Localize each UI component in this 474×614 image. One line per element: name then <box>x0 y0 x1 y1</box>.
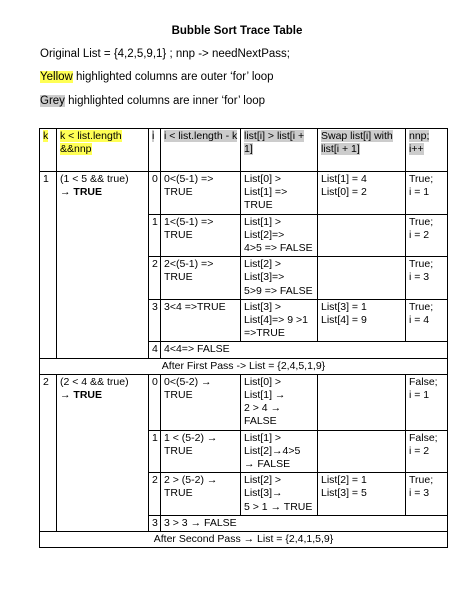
pass1-row0-nnp: True; i = 1 <box>406 172 448 215</box>
pass1-row2-i-condition: 2<(5-1) => TRUE <box>161 257 241 300</box>
header-k-condition: k < list.length &&nnp <box>57 129 149 172</box>
pass-summary-row <box>40 532 448 548</box>
pass1-row1-i: 1 <box>149 214 161 257</box>
page-title: Bubble Sort Trace Table <box>171 25 303 37</box>
pass2-row3-i: 3 <box>149 515 161 531</box>
pass2-row1-i-condition: 1 < (5-2) → TRUE <box>161 430 241 473</box>
pass2-row2-compare: List[2] > List[3]→ 5 > 1 → TRUE <box>241 473 318 516</box>
yellow-legend-text: highlighted columns are outer ‘for’ loop <box>72 71 274 83</box>
pass2-row2-nnp: True; i = 3 <box>406 473 448 516</box>
pass1-row3-swap: List[3] = 1 List[4] = 9 <box>318 299 406 342</box>
pass-summary-row <box>40 358 448 374</box>
pass2-row2-i-condition: 2 > (5-2) → TRUE <box>161 473 241 516</box>
pass2-row0-i: 0 <box>149 374 161 430</box>
pass2-row1-swap <box>318 430 406 473</box>
header-swap: Swap list[i] with list[i + 1] <box>318 129 406 172</box>
pass2-row1-i: 1 <box>149 430 161 473</box>
header-k: k <box>40 129 57 172</box>
pass1-row1-nnp: True; i = 2 <box>406 214 448 257</box>
pass2-k-condition: (2 < 4 && true) → TRUE <box>57 374 149 531</box>
pass2-row2-i: 2 <box>149 473 161 516</box>
grey-legend-line <box>40 94 265 108</box>
header-nnp: nnp; i++ <box>406 129 448 172</box>
table-row <box>40 172 448 215</box>
yellow-legend-line <box>40 70 274 84</box>
pass1-row0-swap: List[1] = 4 List[0] = 2 <box>318 172 406 215</box>
table-row <box>40 374 448 430</box>
pass1-k: 1 <box>40 172 57 359</box>
pass1-row3-compare: List[3] > List[4]=> 9 >1 =>TRUE <box>241 299 318 342</box>
pass1-row0-i: 0 <box>149 172 161 215</box>
pass1-row0-compare: List[0] > List[1] => TRUE <box>241 172 318 215</box>
table-header-row <box>40 129 448 172</box>
pass2-row0-i-condition: 0<(5-2) → TRUE <box>161 374 241 430</box>
grey-legend-text: highlighted columns are inner ‘for’ loop <box>64 95 266 107</box>
pass1-row2-i: 2 <box>149 257 161 300</box>
pass2-row3-i-condition: 3 > 3 → FALSE <box>161 515 448 531</box>
pass1-row2-nnp: True; i = 3 <box>406 257 448 300</box>
pass1-row3-i: 3 <box>149 299 161 342</box>
pass2-row1-nnp: False; i = 2 <box>406 430 448 473</box>
grey-highlight-word: Grey <box>40 95 65 107</box>
pass2-row0-nnp: False; i = 1 <box>406 374 448 430</box>
pass2-row0-swap <box>318 374 406 430</box>
pass1-row1-compare: List[1] > List[2]=> 4>5 => FALSE <box>241 214 318 257</box>
pass1-row0-i-condition: 0<(5-1) => TRUE <box>161 172 241 215</box>
pass1-row3-i-condition: 3<4 =>TRUE <box>161 299 241 342</box>
pass2-summary: After Second Pass → List = {2,4,1,5,9} <box>40 532 448 548</box>
pass1-summary: After First Pass -> List = {2,4,5,1,9} <box>40 358 448 374</box>
header-compare: list[i] > list[i + 1] <box>241 129 318 172</box>
trace-table <box>39 128 448 548</box>
original-list-line: Original List = {4,2,5,9,1} ; nnp -> needNextPass; <box>40 48 290 60</box>
pass1-row1-swap <box>318 214 406 257</box>
pass1-row3-nnp: True; i = 4 <box>406 299 448 342</box>
pass2-row0-compare: List[0] > List[1] → 2 > 4 → FALSE <box>241 374 318 430</box>
yellow-highlight-word: Yellow <box>40 71 73 83</box>
pass1-row2-swap <box>318 257 406 300</box>
pass1-k-condition: (1 < 5 && true) → TRUE <box>57 172 149 359</box>
pass1-row4-i: 4 <box>149 342 161 358</box>
header-i-condition: i < list.length - k <box>161 129 241 172</box>
pass2-row2-swap: List[2] = 1 List[3] = 5 <box>318 473 406 516</box>
header-i: i <box>149 129 161 172</box>
pass1-row2-compare: List[2] > List[3]=> 5>9 => FALSE <box>241 257 318 300</box>
pass1-row4-i-condition: 4<4=> FALSE <box>161 342 448 358</box>
pass1-row1-i-condition: 1<(5-1) => TRUE <box>161 214 241 257</box>
pass2-row1-compare: List[1] > List[2]→4>5 → FALSE <box>241 430 318 473</box>
pass2-k: 2 <box>40 374 57 531</box>
